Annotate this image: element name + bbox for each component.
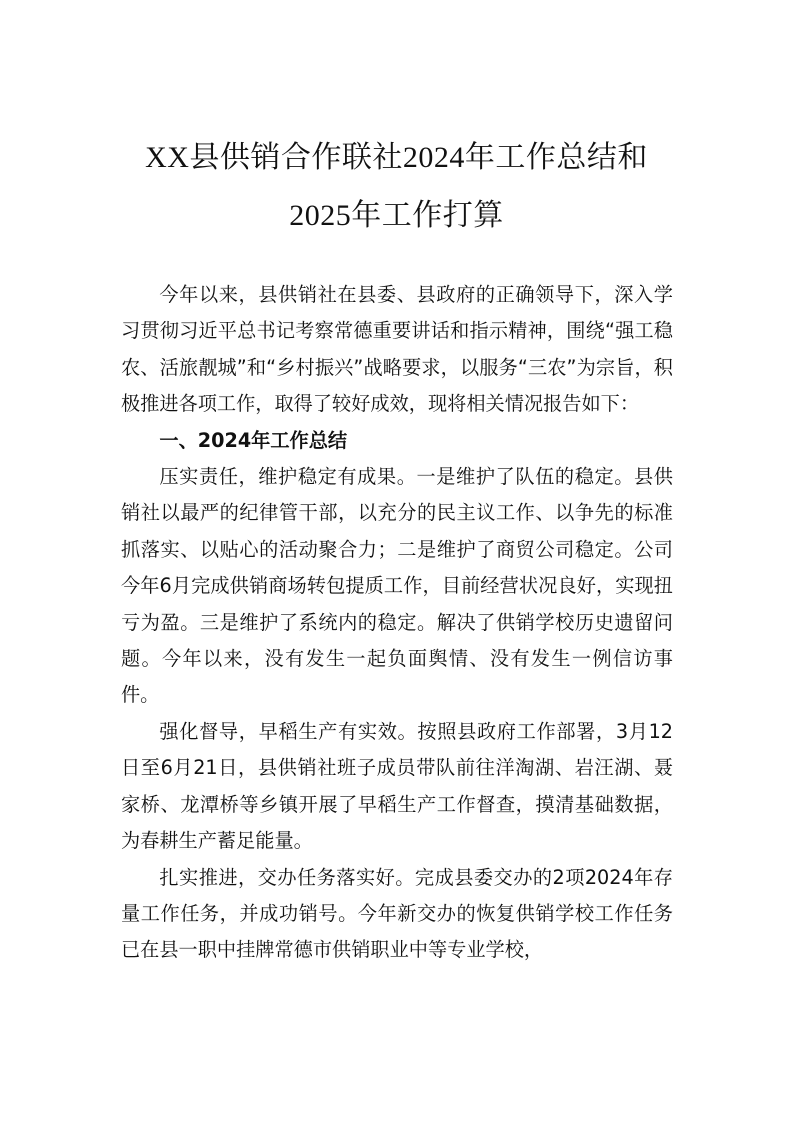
document-body bbox=[121, 277, 673, 969]
document-title-line-2: 2025年工作打算 bbox=[289, 199, 504, 232]
section-heading: 一、2024年工作总结 bbox=[159, 428, 348, 452]
paragraph-assigned-tasks: 扎实推进，交办任务落实好。完成县委交办的2项2024年存量工作任务，并成功销号。今年新交办的恢复供销学校工作任务已在县一职中挂牌常德市供销职业中等专业学校， bbox=[121, 865, 673, 962]
paragraph-stability: 压实责任，维护稳定有成果。一是维护了队伍的稳定。县供销社以最严的纪律管干部，以充分的民主议工作、以争先的标准抓落实、以贴心的活动聚合力；二是维护了商贸公司稳定。公司今年6月完成供销商场转包提质工作，目前经营状况良好，实现扭亏为盈。三是维护了系统内的稳定。解决了供销学校历史遗留问题。今年以来，没有发生一起负面舆情、没有发生一例信访事件。 bbox=[121, 465, 673, 707]
document-title-line-1: XX县供销合作联社2024年工作总结和 bbox=[145, 141, 648, 174]
paragraph-early-rice: 强化督导，早稻生产有实效。按照县政府工作部署，3月12日至6月21日，县供销社班子成员带队前往洋淘湖、岩汪湖、聂家桥、龙潭桥等乡镇开展了早稻生产工作督查，摸清基础数据，为春耕生产蓄足能量。 bbox=[121, 719, 673, 853]
intro-paragraph: 今年以来，县供销社在县委、县政府的正确领导下，深入学习贯彻习近平总书记考察常德重要讲话和指示精神，围绕“强工稳农、活旅靓城”和“乡村振兴”战略要求，以服务“三农”为宗旨，积极推进各项工作，取得了较好成效，现将相关情况报告如下： bbox=[121, 283, 673, 416]
